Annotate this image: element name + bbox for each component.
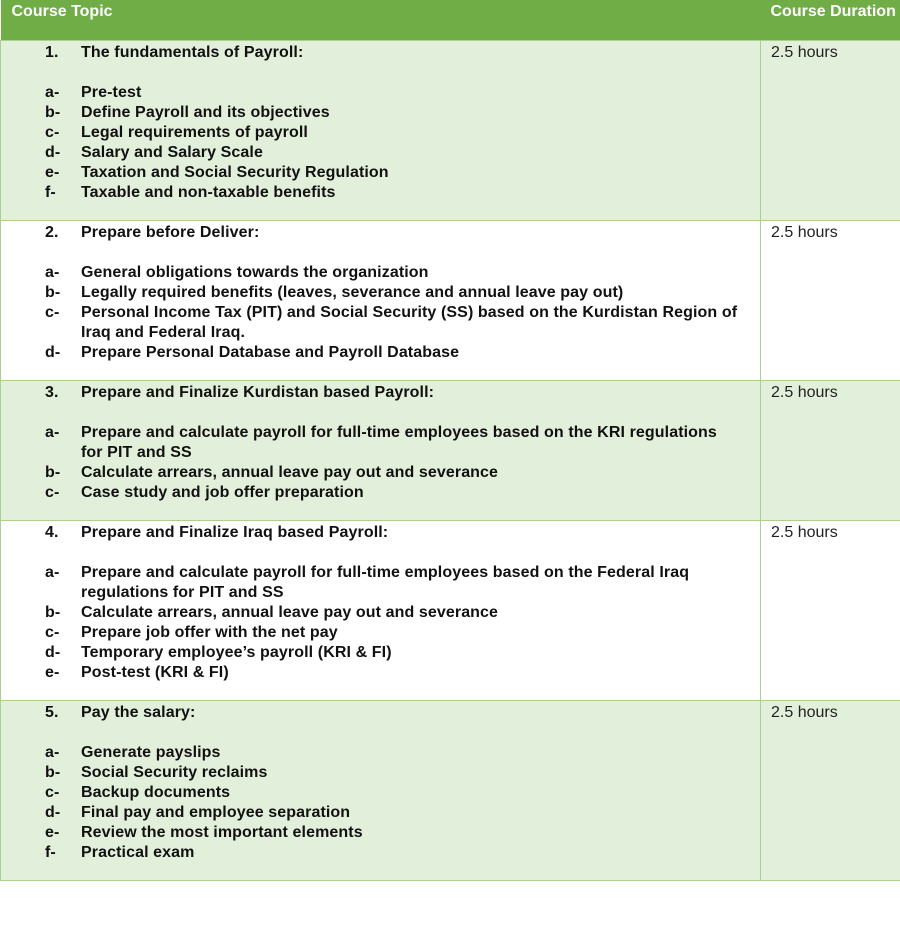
header-course-topic: Course Topic	[1, 0, 761, 40]
item-text: Prepare and calculate payroll for full-time employees based on the KRI regulations for PIT and SS	[81, 423, 717, 461]
item-marker: b-	[45, 603, 61, 621]
module-title: Prepare and Finalize Kurdistan based Payroll:	[81, 383, 435, 401]
item-text: General obligations towards the organization	[81, 263, 429, 281]
module-number: 4.	[45, 523, 59, 541]
list-item	[1, 303, 760, 343]
module-row-4	[1, 520, 900, 700]
list-item	[1, 483, 760, 503]
item-text: Personal Income Tax (PIT) and Social Security (SS) based on the Kurdistan Region of Iraq and Federal Iraq.	[81, 303, 738, 341]
module-title: Prepare and Finalize Iraq based Payroll:	[81, 523, 389, 541]
item-text: Prepare and calculate payroll for full-time employees based on the Federal Iraq regulations for PIT and SS	[81, 563, 690, 601]
header-row	[1, 0, 900, 40]
module-title: Pay the salary:	[81, 703, 196, 721]
list-item	[1, 623, 760, 643]
item-marker: a-	[45, 83, 60, 101]
module-title-line	[1, 223, 760, 243]
item-marker: d-	[45, 803, 61, 821]
module-topic-cell	[1, 220, 761, 380]
module-row-5	[1, 700, 900, 880]
item-marker: a-	[45, 263, 60, 281]
item-marker: c-	[45, 623, 60, 641]
item-text: Calculate arrears, annual leave pay out and severance	[81, 603, 499, 621]
module-number: 2.	[45, 223, 59, 241]
module-topic-cell	[1, 40, 761, 220]
item-text: Taxable and non-taxable benefits	[81, 183, 336, 201]
module-number: 5.	[45, 703, 59, 721]
module-title-line	[1, 703, 760, 723]
module-title-line	[1, 383, 760, 403]
list-item	[1, 263, 760, 283]
module-row-1	[1, 40, 900, 220]
item-text: Review the most important elements	[81, 823, 363, 841]
list-item	[1, 823, 760, 843]
list-item	[1, 463, 760, 483]
module-topic-cell	[1, 380, 761, 520]
item-marker: e-	[45, 823, 60, 841]
list-item	[1, 283, 760, 303]
item-marker: d-	[45, 643, 61, 661]
module-title: The fundamentals of Payroll:	[81, 43, 304, 61]
item-text: Prepare Personal Database and Payroll Database	[81, 343, 460, 361]
list-item	[1, 843, 760, 863]
list-item	[1, 343, 760, 363]
list-item	[1, 743, 760, 763]
list-item	[1, 83, 760, 103]
list-item	[1, 163, 760, 183]
item-marker: e-	[45, 663, 60, 681]
module-duration: 2.5 hours	[761, 220, 900, 380]
item-text: Define Payroll and its objectives	[81, 103, 330, 121]
module-duration: 2.5 hours	[761, 380, 900, 520]
item-marker: a-	[45, 423, 60, 441]
item-marker: b-	[45, 283, 61, 301]
item-text: Legally required benefits (leaves, severance and annual leave pay out)	[81, 283, 624, 301]
list-item	[1, 563, 760, 603]
module-duration: 2.5 hours	[761, 40, 900, 220]
module-duration: 2.5 hours	[761, 520, 900, 700]
item-text: Post-test (KRI & FI)	[81, 663, 229, 681]
item-text: Backup documents	[81, 783, 231, 801]
item-marker: d-	[45, 143, 61, 161]
item-text: Legal requirements of payroll	[81, 123, 308, 141]
item-text: Social Security reclaims	[81, 763, 268, 781]
list-item	[1, 803, 760, 823]
item-text: Prepare job offer with the net pay	[81, 623, 338, 641]
item-marker: b-	[45, 763, 61, 781]
item-text: Calculate arrears, annual leave pay out and severance	[81, 463, 499, 481]
item-marker: c-	[45, 123, 60, 141]
item-marker: c-	[45, 783, 60, 801]
item-marker: c-	[45, 303, 60, 321]
item-marker: c-	[45, 483, 60, 501]
list-item	[1, 123, 760, 143]
item-marker: b-	[45, 463, 61, 481]
module-number: 3.	[45, 383, 59, 401]
item-text: Taxation and Social Security Regulation	[81, 163, 389, 181]
item-text: Generate payslips	[81, 743, 221, 761]
item-marker: e-	[45, 163, 60, 181]
item-marker: f-	[45, 183, 56, 201]
item-marker: d-	[45, 343, 61, 361]
item-text: Pre-test	[81, 83, 142, 101]
module-row-3	[1, 380, 900, 520]
list-item	[1, 763, 760, 783]
item-text: Practical exam	[81, 843, 195, 861]
item-marker: f-	[45, 843, 56, 861]
list-item	[1, 103, 760, 123]
module-row-2	[1, 220, 900, 380]
list-item	[1, 663, 760, 683]
item-marker: b-	[45, 103, 61, 121]
module-title: Prepare before Deliver:	[81, 223, 260, 241]
item-text: Final pay and employee separation	[81, 803, 351, 821]
list-item	[1, 643, 760, 663]
list-item	[1, 783, 760, 803]
list-item	[1, 183, 760, 203]
module-topic-cell	[1, 520, 761, 700]
item-text: Case study and job offer preparation	[81, 483, 364, 501]
item-marker: a-	[45, 743, 60, 761]
module-title-line	[1, 523, 760, 543]
list-item	[1, 423, 760, 463]
module-title-line	[1, 43, 760, 63]
module-number: 1.	[45, 43, 59, 61]
item-marker: a-	[45, 563, 60, 581]
header-course-duration: Course Duration	[761, 0, 900, 40]
module-duration: 2.5 hours	[761, 700, 900, 880]
item-text: Salary and Salary Scale	[81, 143, 263, 161]
list-item	[1, 143, 760, 163]
module-topic-cell	[1, 700, 761, 880]
item-text: Temporary employee’s payroll (KRI & FI)	[81, 643, 392, 661]
list-item	[1, 603, 760, 623]
